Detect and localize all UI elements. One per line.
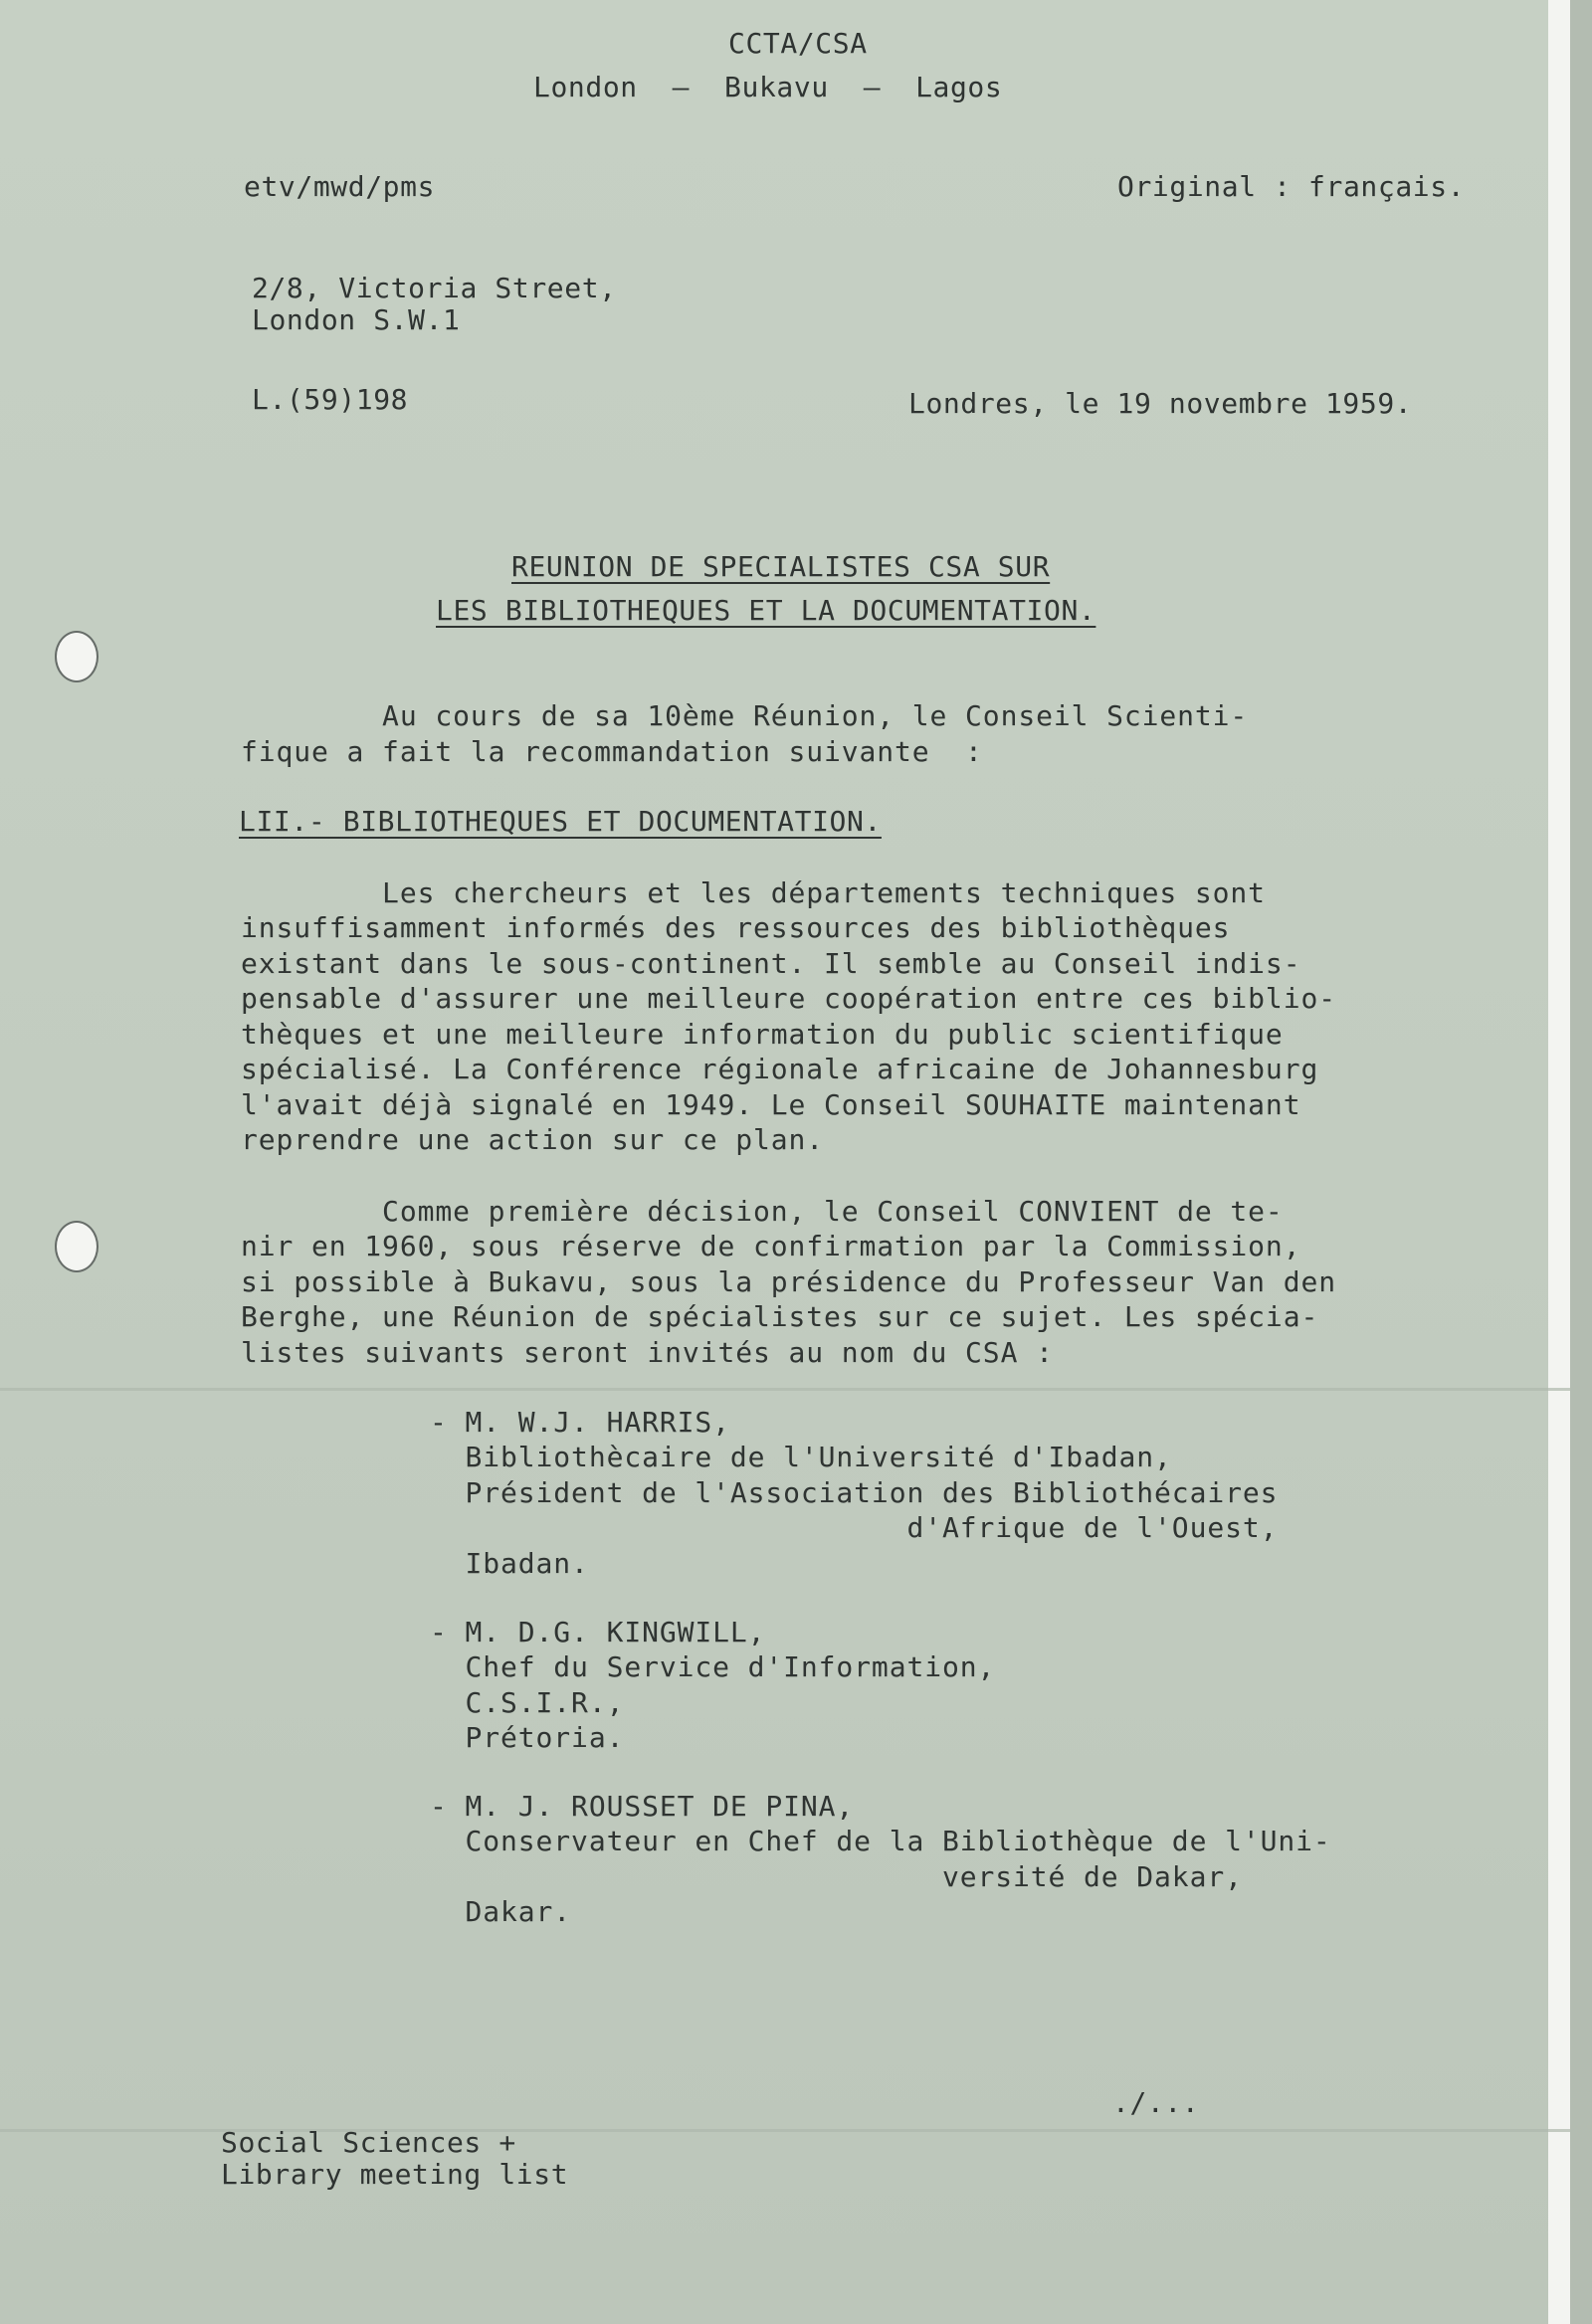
text-line: d'Afrique de l'Ouest, <box>430 1511 1279 1544</box>
text-line: thèques et une meilleure information du public scientifique <box>241 1018 1284 1051</box>
text-line: listes suivants seront invités au nom du CSA : <box>241 1336 1054 1369</box>
text-line: Comme première décision, le Conseil CONVIENT de te- <box>241 1195 1284 1228</box>
text-line: spécialisé. La Conférence régionale africaine de Johannesburg <box>241 1053 1319 1085</box>
text-line: C.S.I.R., <box>430 1686 625 1719</box>
text-line: versité de Dakar, <box>430 1860 1243 1893</box>
text-line: - M. D.G. KINGWILL, <box>430 1616 766 1648</box>
text-line: l'avait déjà signalé en 1949. Le Conseil SOUHAITE maintenant <box>241 1088 1301 1121</box>
reference-initials: etv/mwd/pms <box>244 170 436 203</box>
original-language: Original : français. <box>1117 170 1466 203</box>
text-line: reprendre une action sur ce plan. <box>241 1123 824 1156</box>
org-header: CCTA/CSA <box>728 27 868 60</box>
text-line: insuffisamment informés des ressources des bibliothèques <box>241 911 1231 944</box>
cities-header: London – Bukavu – Lagos <box>533 71 1003 103</box>
text-line: nir en 1960, sous réserve de confirmation par la Commission, <box>241 1230 1301 1262</box>
text-line: Dakar. <box>430 1895 572 1928</box>
text-line: Les chercheurs et les départements techniques sont <box>241 876 1266 909</box>
text-line: Prétoria. <box>430 1721 625 1754</box>
text-line: si possible à Bukavu, sous la présidence du Professeur Van den <box>241 1265 1336 1298</box>
punch-hole <box>55 1221 99 1272</box>
text-line: - M. W.J. HARRIS, <box>430 1406 730 1439</box>
text-line: Président de l'Association des Bibliothécaires <box>430 1476 1279 1509</box>
footer-note-line-1: Social Sciences + <box>221 2126 516 2159</box>
text-line: Bibliothècaire de l'Université d'Ibadan, <box>430 1441 1172 1473</box>
text-line: Ibadan. <box>430 1547 589 1580</box>
text-line: fique a fait la recommandation suivante : <box>241 735 983 768</box>
text-line: Chef du Service d'Information, <box>430 1650 996 1683</box>
title-line-2: LES BIBLIOTHEQUES ET LA DOCUMENTATION. <box>436 594 1096 627</box>
punch-hole <box>55 631 99 682</box>
fold-crease <box>0 1388 1570 1391</box>
document-date: Londres, le 19 novembre 1959. <box>908 387 1413 420</box>
address-line-1: 2/8, Victoria Street, <box>252 272 617 304</box>
text-line: existant dans le sous-continent. Il semble au Conseil indis- <box>241 947 1301 980</box>
text-line: - M. J. ROUSSET DE PINA, <box>430 1790 855 1823</box>
text-line: Berghe, une Réunion de spécialistes sur ce sujet. Les spécia- <box>241 1300 1319 1333</box>
footer-note-line-2: Library meeting list <box>221 2158 569 2191</box>
page-edge <box>1548 0 1570 2324</box>
address-line-2: London S.W.1 <box>252 303 461 336</box>
text-line: pensable d'assurer une meilleure coopération entre ces biblio- <box>241 982 1336 1015</box>
text-line: Au cours de sa 10ème Réunion, le Conseil Scienti- <box>241 699 1249 732</box>
section-heading: LII.- BIBLIOTHEQUES ET DOCUMENTATION. <box>239 805 882 838</box>
continuation-mark: ./... <box>1112 2086 1200 2119</box>
document-reference: L.(59)198 <box>252 383 409 416</box>
text-line: Conservateur en Chef de la Bibliothèque de l'Uni- <box>430 1825 1331 1857</box>
title-line-1: REUNION DE SPECIALISTES CSA SUR <box>511 550 1051 583</box>
